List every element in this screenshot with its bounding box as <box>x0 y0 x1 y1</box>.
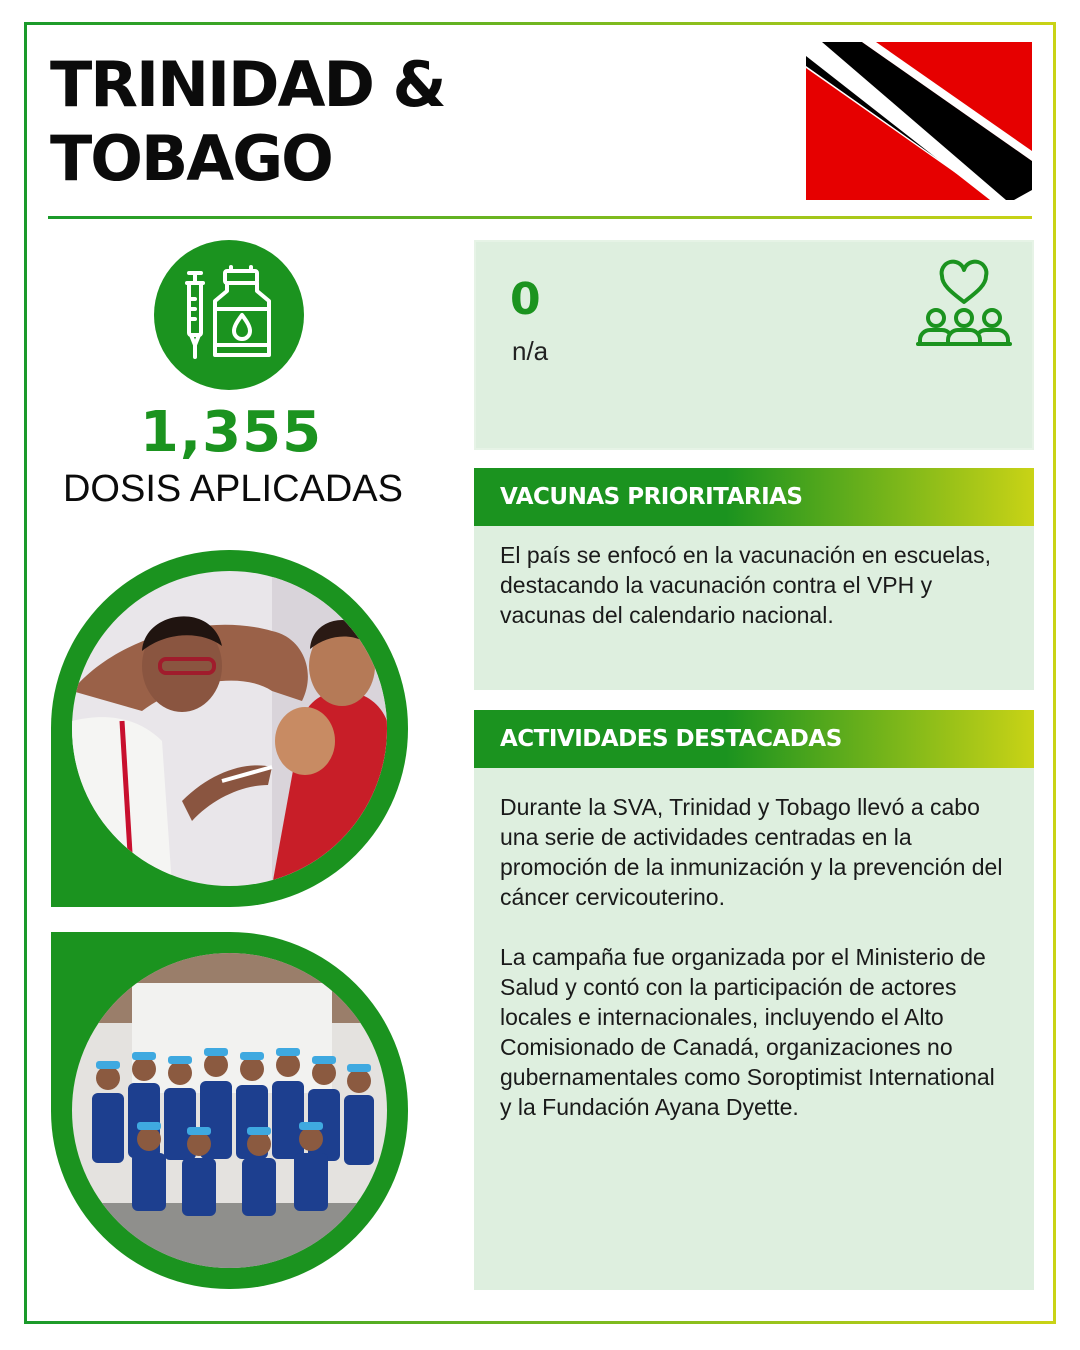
stat-value: 0 <box>510 274 541 325</box>
activities-paragraph-2: La campaña fue organizada por el Ministerio de Salud y contó con la participación de actores locales e internacionales, incluyendo el Alto Comisionado de Canadá, organizaciones no gubernamentales como Soroptimist International y la Fundación Ayana Dyette. <box>500 944 995 1120</box>
stat-panel <box>474 240 1034 450</box>
priority-vaccines-panel <box>474 526 1034 690</box>
title-line-1: TRINIDAD & <box>50 48 445 121</box>
priority-vaccines-heading: VACUNAS PRIORITARIAS <box>474 468 1034 526</box>
title-line-2: TOBAGO <box>50 122 332 195</box>
vaccine-syringe-vial-icon <box>179 265 279 365</box>
community-heart-icon <box>914 256 1014 352</box>
doses-icon-badge <box>154 240 304 390</box>
team-group-photo <box>72 953 387 1268</box>
stat-subtitle: n/a <box>512 336 549 366</box>
header-divider <box>48 216 1032 219</box>
priority-vaccines-text: El país se enfocó en la vacunación en escuelas, destacando la vacunación contra el VPH y vacunas del calendario nacional. <box>500 542 991 628</box>
doses-label: DOSIS APLICADAS <box>62 468 403 510</box>
activities-heading: ACTIVIDADES DESTACADAS <box>474 710 1034 768</box>
trinidad-tobago-flag-icon <box>806 42 1032 200</box>
photo-frame-team <box>51 932 408 1289</box>
vaccination-photo <box>72 571 387 886</box>
activities-paragraph-1: Durante la SVA, Trinidad y Tobago llevó a cabo una serie de actividades centradas en la promoción de la inmunización y la prevención del cáncer cervicouterino. <box>500 794 1003 910</box>
activities-panel <box>474 768 1034 1290</box>
photo-frame-vaccination <box>51 550 408 907</box>
doses-value: 1,355 <box>139 400 323 465</box>
page-title <box>50 48 610 196</box>
